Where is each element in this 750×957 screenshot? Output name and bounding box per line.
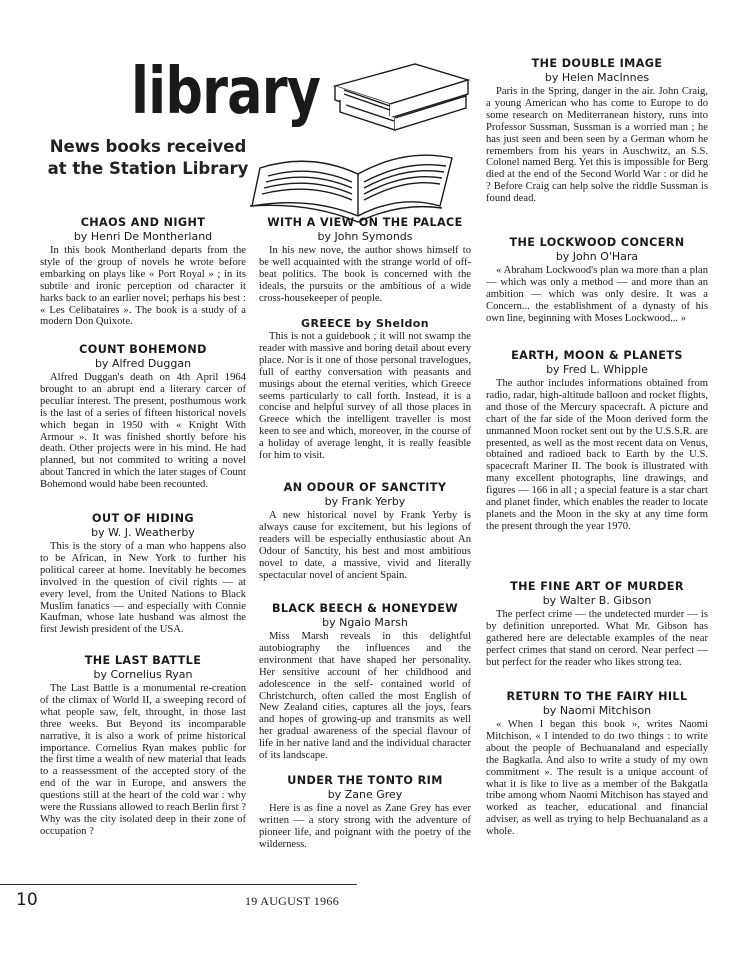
review-title: EARTH, MOON & PLANETS <box>511 349 683 362</box>
review-author: by John O'Hara <box>555 250 639 263</box>
review-out-of-hiding <box>40 512 246 636</box>
review-author: by Walter B. Gibson <box>542 594 652 607</box>
review-body: Paris in the Spring, danger in the air. John Craig, a young American who has come to Europe to do some research on Mediterranean history, runs into Professor Sussman, Sussman is a worried man ; he has just seen and been seen by a German whom he remembers from his years in Auschwitz, an S.S. Colonel named Berg. Yet this is impossible for Berg died at the end of the Second World War : or did he ? Before Craig can help solve the riddle Sussman is found dead. <box>486 86 708 205</box>
review-author: by Alfred Duggan <box>94 357 192 370</box>
review-body: « Abraham Lockwood's plan wa more than a plan — which was only a method — and more than an ambition — which was only desire. It was a Concern... the establishment of a dynasty of his own line, beginning with Moses Lockwood... » <box>486 265 708 324</box>
review-body: In this book Montherland departs from the style of the group of novels he wrote before embarking on plays like « Port Royal » ; in its subtile and ironic perception od character it harks back to an earlier novel; perhaps his best : « Les Celibataires ». The book is a study of a modern Don Quixote. <box>40 245 246 328</box>
review-body: This is not a guidebook ; it will not swamp the reader with massive and boring detail about every place. Nor is it one of those personal travelogues, full of earthy conversation with peasants and musings about the eternal verities, which Greece seems particularly to call forth. Instead, it is a concise and helpful survey of all those places in Greece which the intelligent traveller is most keen to see and which, moreover, in the course of a holiday of average lenght, it is really feasible for him to visit. <box>259 331 471 462</box>
review-author: by Naomi Mitchison <box>542 704 652 717</box>
footer-rule <box>0 884 357 885</box>
review-an-odour-of-sanctity <box>259 481 471 581</box>
review-author: by Sheldon <box>355 317 429 330</box>
review-body: Alfred Duggan's death on 4th April 1964 brought to an abrupt end a literary carcer of peculiar interest. The present, posthumous work is the last of a series of fifteen historical novels which began in 1950 with « Knight With Armour ». It was finished shortly before his death. Other projects were in his mind. He had planned, but not commited to writing a novel about Tancred in which the later stages of Count Bohemond would habe been recounted. <box>40 372 246 491</box>
review-body: « When I began this book », writes Naomi Mitchison, « I intended to do two things : to write about the people of Bechuanaland and especially the Bagkatla. And also to write a study of my own commitment ». The result is a unique account of what it is like to live as a member of the Bakgatla tribe among whom Naomi Mitchison has stayed and worked as teacher, educational and financial adviser, as well as trying to help Bechuanaland as a whole. <box>486 719 708 838</box>
masthead-title: library <box>131 55 321 129</box>
review-author: by John Symonds <box>317 230 413 243</box>
review-body: A new historical novel by Frank Yerby is always cause for excitement, but his legions of readers will be especially enthusiastic about An Odour of Sanctity, his best and most ambitious novel to date, a massive, vivid and literally spectacular novel of ancient Spain. <box>259 510 471 581</box>
review-with-a-view-on-the-palace <box>259 216 471 305</box>
review-title: OUT OF HIDING <box>92 512 194 525</box>
review-title: BLACK BEECH & HONEYDEW <box>271 602 459 615</box>
review-title: AN ODOUR OF SANCTITY <box>283 481 447 494</box>
review-the-lockwood-concern <box>486 236 708 325</box>
review-the-double-image <box>486 57 708 205</box>
issue-date: 19 AUGUST 1966 <box>245 894 339 908</box>
review-author: by W. J. Weatherby <box>91 526 195 539</box>
page-number: 10 <box>16 890 38 910</box>
review-title: RETURN TO THE FAIRY HILL <box>506 690 688 703</box>
review-title: UNDER THE TONTO RIM <box>287 774 443 787</box>
review-title: GREECE <box>301 317 352 330</box>
review-body: In his new nove, the author shows himself to be well acquainted with the strange world of off-beat politics. The book is concerned with the ideals, the pursuits or the ambitious of a wide cross-housekeeper of people. <box>259 245 471 304</box>
review-body: This is the story of a man who happens also to be African, in New York to further his political career at home. Inevitably he becomes involved in the question of civil rights — at every level, from the United Nations to Black Muslim fanatics — and especially with Connie Kaufman, whose late husband was almost the first Jewish president of the USA. <box>40 541 246 636</box>
review-under-the-tonto-rim <box>259 774 471 851</box>
review-chaos-and-night <box>40 216 246 328</box>
review-the-last-battle <box>40 654 246 838</box>
review-earth-moon-and-planets <box>486 349 708 533</box>
review-title: THE FINE ART OF MURDER <box>510 580 684 593</box>
review-body: Here is as fine a novel as Zane Grey has ever written — a story strong with the adventure of pioneer life, and poignant with the poetry of the wilderness. <box>259 803 471 850</box>
review-author: by Fred L. Whipple <box>546 363 648 376</box>
review-title: CHAOS AND NIGHT <box>80 216 206 229</box>
review-title: COUNT BOHEMOND <box>79 343 207 356</box>
review-black-beech-and-honeydew <box>259 602 471 762</box>
review-title: THE LAST BATTLE <box>84 654 202 667</box>
review-author: by Ngaio Marsh <box>322 616 408 629</box>
review-author: by Zane Grey <box>327 788 403 801</box>
review-body: Miss Marsh reveals in this delightful autobiography the influences and the environment that have shaped her personality. Her sensitive account of her childhood and adolescence in the self- contained world of Christchurch, often called the most English of New Zealand cities, captures all the joys, fears and hopes of growing-up and transmits as well her gradual awareness of the special flavour of life in her native land and the individual character of its landscape. <box>259 631 471 762</box>
review-return-to-the-fairy-hill <box>486 690 708 838</box>
review-body: The author includes informations obtained from radio, radar, high-altitude balloon and rocket flights, and those of the Mercury spacecraft. A picture and chart of the far side of the Moon derived form the unmanned Moon rocket sent out by the U.S.S.R. are presented, as well as the most recent data on Venus, obtained and radioed back to Earth by the U.S. spacecraft Mariner II. The book is illustrated with many excellent photographs, line drawings, and figures — 166 in all ; a special feature is a star chart and planet finder, which enables the reader to locate planets and the Moon in the sky at any time form the present through the year 1970. <box>486 378 708 532</box>
masthead-subtitle: News books received at the Station Library <box>47 137 249 178</box>
review-author: by Helen MacInnes <box>544 71 650 84</box>
review-title-line <box>259 317 471 331</box>
review-body: The perfect crime — the undetected murder — is by definition unreported. What Mr. Gibson has gathered here are delectable examples of the near perfect crimes that stand on cerord. Near perfect — but perfect for the reader who likes strong tea. <box>486 609 708 668</box>
review-body: The Last Battle is a monumental re-creation of the climax of World II, a sweeping record of what people saw, felt, throught, in those last three weeks. But Beyond its incomparable narrative, it is also a work of prime historical importance. Cornelius Ryan makes public for the first time a wealth of new material that leads to a reassessment of the accepted story of the end of the war in Europe, and answers the questions still at the heart of the cold war : why were the Russians allowed to reach Berlin first ? Why was the city isolated deep in their zone of occupation ? <box>40 683 246 837</box>
review-author: by Cornelius Ryan <box>93 668 193 681</box>
review-title: WITH A VIEW ON THE PALACE <box>267 216 463 229</box>
review-count-bohemond <box>40 343 246 491</box>
review-title: THE DOUBLE IMAGE <box>531 57 663 70</box>
review-greece <box>259 317 471 462</box>
review-author: by Henri De Montherland <box>73 230 213 243</box>
review-author: by Frank Yerby <box>324 495 406 508</box>
review-the-fine-art-of-murder <box>486 580 708 669</box>
books-illustration <box>240 56 472 226</box>
review-title: THE LOCKWOOD CONCERN <box>509 236 685 249</box>
